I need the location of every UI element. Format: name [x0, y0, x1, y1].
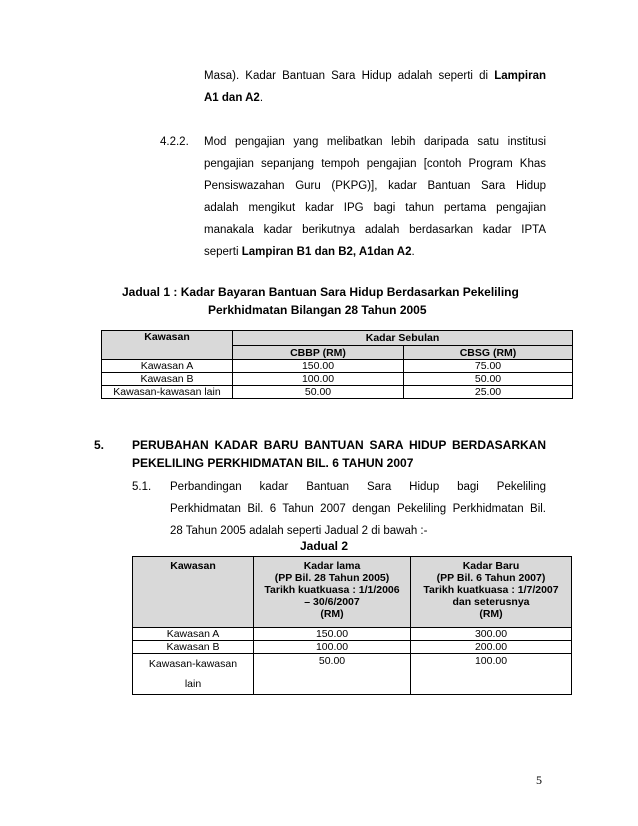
- section-5-title: PERUBAHAN KADAR BARU BANTUAN SARA HIDUP BERDASARKAN PEKELILING PERKHIDMATAN BIL. 6 TAHUN 2007: [132, 438, 546, 470]
- paragraph-line: Pensiswazahan Guru (PKPG)], kadar Bantuan Sara Hidup: [204, 180, 546, 192]
- paragraph-line: 28 Tahun 2005 adalah seperti Jadual 2 di bawah :-: [170, 525, 428, 537]
- table-header-kadar-lama: Kadar lama (PP Bil. 28 Tahun 2005) Tarikh kuatkuasa : 1/1/2006 – 30/6/2007 (RM): [254, 557, 411, 628]
- paragraph-line: manakala kadar berikutnya adalah berdasarkan kadar IPTA: [204, 224, 546, 236]
- paragraph-line: pengajian sepanjang tempoh pengajian [contoh Program Khas: [204, 158, 546, 170]
- paragraph-line: Perkhidmatan Bil. 6 Tahun 2007 dengan Pekeliling Perkhidmatan Bil.: [170, 503, 546, 515]
- paragraph-line: Perbandingan kadar Bantuan Sara Hidup bagi Pekeliling: [170, 481, 546, 493]
- table-header-kawasan: Kawasan: [102, 331, 233, 360]
- section-5-1-paragraph: [170, 476, 546, 542]
- table-header-row: [102, 331, 573, 346]
- table-header-cbsg: CBSG (RM): [404, 346, 573, 360]
- page-number: 5: [536, 773, 542, 787]
- paragraph-line: Mod pengajian yang melibatkan lebih daripada satu institusi: [204, 136, 546, 148]
- table-header-kadar-sebulan: Kadar Sebulan: [233, 331, 573, 346]
- table-row: Kawasan B 100.00 200.00: [133, 641, 572, 654]
- section-number-4-2-2: 4.2.2.: [160, 136, 189, 148]
- table1-caption: Jadual 1 : Kadar Bayaran Bantuan Sara Hidup Berdasarkan Pekeliling Perkhidmatan Bilangan 28 Tahun 2005: [122, 285, 519, 317]
- paragraph-line: seperti Lampiran B1 dan B2, A1dan A2.: [204, 246, 415, 258]
- table2-caption: Jadual 2: [300, 539, 349, 553]
- section-4-2-2-paragraph: [204, 131, 546, 263]
- table-header-cbbp: CBBP (RM): [233, 346, 404, 360]
- paragraph-line: adalah mengikut kadar IPG bagi tahun pertama pengajian: [204, 202, 546, 214]
- section-number-5-1: 5.1.: [132, 481, 152, 493]
- section-5-number: 5.: [94, 438, 105, 452]
- table-row: Kawasan A 150.00 300.00: [133, 628, 572, 641]
- table-row: Kawasan B 100.00 50.00: [102, 373, 573, 386]
- table-header-kadar-baru: Kadar Baru (PP Bil. 6 Tahun 2007) Tarikh kuatkuasa : 1/7/2007 dan seterusnya (RM): [411, 557, 572, 628]
- table-row: Kawasan A 150.00 75.00: [102, 360, 573, 373]
- table-header-row: [133, 557, 572, 628]
- table-row: Kawasan-kawasan lain 50.00 100.00: [133, 654, 572, 695]
- table-header-kawasan: Kawasan: [133, 557, 254, 628]
- continuation-paragraph: Masa). Kadar Bantuan Sara Hidup adalah seperti di Lampiran A1 dan A2.: [204, 70, 546, 104]
- table-row: Kawasan-kawasan lain 50.00 25.00: [102, 386, 573, 399]
- table1: [101, 330, 573, 399]
- table2: [132, 556, 572, 695]
